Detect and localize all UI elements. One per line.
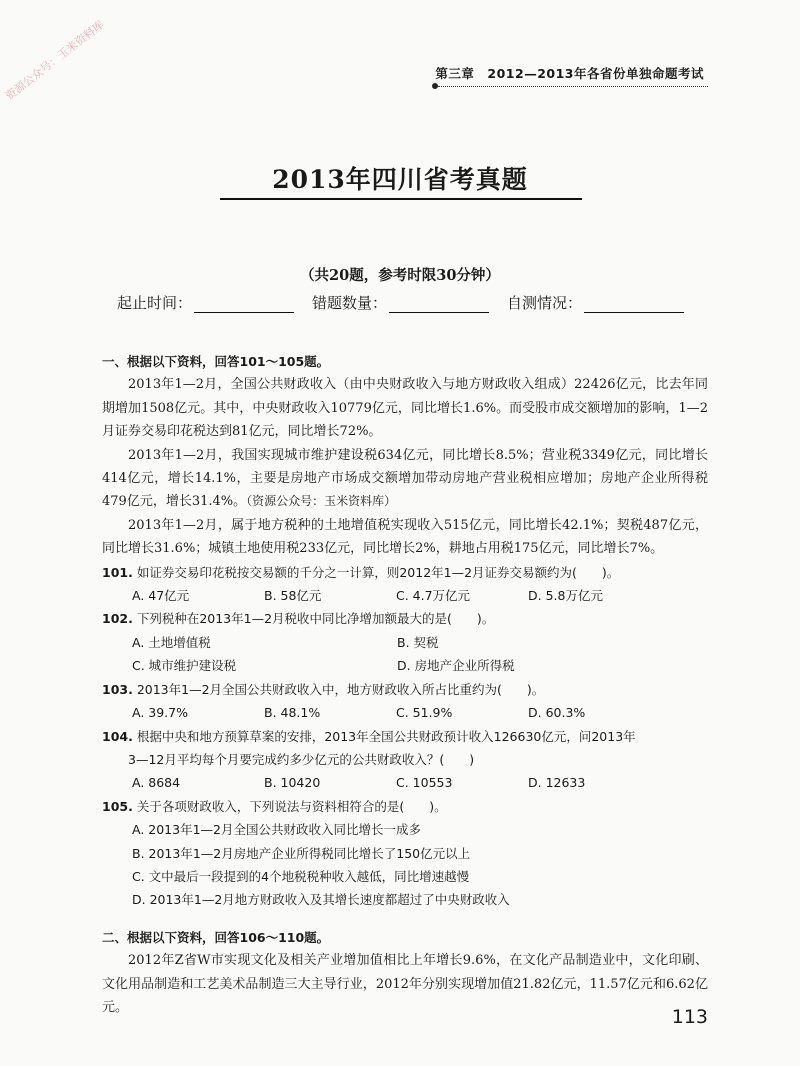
question-number: 102.: [102, 611, 133, 627]
question-number: 103.: [102, 681, 133, 697]
section-spacer: [102, 912, 708, 926]
start-time-label: 起止时间：: [117, 294, 193, 312]
option-c[interactable]: C. 51.9%: [396, 705, 453, 721]
page-content: [102, 350, 708, 1019]
error-count-label: 错题数量：: [312, 294, 388, 312]
question-text: 下列税种在2013年1—2月税收中同比净增加额最大的是( )。: [136, 611, 495, 627]
option-d[interactable]: D. 5.8万亿元: [528, 588, 603, 604]
start-time-blank[interactable]: [194, 296, 294, 313]
question-text-continued: 3—12月平均每个月要完成约多少亿元的公共财政收入？( ): [128, 751, 475, 767]
material-paragraph: 2012年Z省W市实现文化及相关产业增加值相比上年增长9.6%，在文化产品制造业中，文化印刷、文化用品制造和工艺美术品制造三大主导行业，2012年分别实现增加值21.82亿元，11.57亿元和6.62亿元。: [102, 953, 708, 1015]
options-row: [102, 631, 708, 654]
option-a[interactable]: A. 39.7%: [132, 705, 188, 721]
error-count-field: [312, 292, 489, 313]
self-record-row: [117, 292, 684, 313]
self-assessment-field: [507, 292, 684, 313]
start-time-field: [117, 292, 294, 313]
paragraph-text: 2013年1—2月，我国实现城市维护建设税634亿元，同比增长8.5%；营业税3349亿元，同比增长414亿元，增长14.1%，主要是房地产市场成交额增加带动房地产营业税相应增加；房地产企业所得税479亿元，增长31.4%。: [102, 447, 708, 510]
option-b[interactable]: B. 2013年1—2月房地产企业所得税同比增长了150亿元以上: [132, 845, 471, 861]
question-number: 104.: [102, 728, 133, 744]
option-c[interactable]: C. 10553: [396, 775, 453, 791]
options-row: [102, 584, 708, 607]
question-text: 关于各项财政收入，下列说法与资料相符合的是( )。: [136, 798, 447, 814]
question-text: 如证券交易印花税按交易额的千分之一计算，则2012年1—2月证券交易额约为( )。: [136, 564, 620, 580]
option-c[interactable]: C. 文中最后一段提到的4个地税税种收入越低，同比增速越慢: [132, 868, 470, 884]
material-paragraph: 2013年1—2月，属于地方税种的土地增值税实现收入515亿元，同比增长42.1%；契税487亿元，同比增长31.6%；城镇土地使用税233亿元，同比增长2%，耕地占用税175亿元，同比增长7%。: [102, 517, 708, 557]
material-paragraph: [102, 444, 708, 514]
option-c[interactable]: C. 城市维护建设税: [132, 658, 237, 674]
self-assessment-blank[interactable]: [584, 296, 684, 313]
self-assessment-label: 自测情况：: [507, 294, 583, 312]
question-101: [102, 561, 708, 584]
exam-meta: （共20题，参考时限30分钟）: [300, 267, 500, 284]
options-row: [102, 654, 708, 677]
option-a[interactable]: A. 土地增值税: [132, 634, 211, 650]
page-number: 113: [671, 1006, 708, 1028]
option-a[interactable]: A. 47亿元: [132, 588, 190, 604]
question-105: [102, 795, 708, 818]
options-row: [102, 771, 708, 794]
option-a[interactable]: A. 8684: [132, 775, 181, 791]
option-d[interactable]: D. 房地产企业所得税: [397, 658, 515, 674]
question-103: [102, 678, 708, 701]
title-underline: [220, 198, 582, 200]
option-b[interactable]: B. 契税: [397, 634, 439, 650]
question-text: 2013年1—2月全国公共财政收入中，地方财政收入所占比重约为( )。: [136, 681, 545, 697]
question-number: 101.: [102, 564, 133, 580]
question-102: [102, 607, 708, 630]
page-title: 2013年四川省考真题: [272, 165, 528, 194]
watermark-text: 资源公众号：玉米资料库: [3, 18, 107, 103]
question-104: [102, 725, 708, 748]
option-d[interactable]: D. 12633: [528, 775, 586, 791]
question-text: 根据中央和地方预算草案的安排，2013年全国公共财政预计收入126630亿元，问2013年: [136, 728, 636, 744]
running-head: 第三章 2012—2013年各省份单独命题考试: [435, 66, 704, 81]
options-row: [102, 701, 708, 724]
source-note: （资源公众号：玉米资料库）: [246, 494, 397, 509]
error-count-blank[interactable]: [389, 296, 489, 313]
section-heading: 二、根据以下资料，回答106～110题。: [102, 929, 330, 945]
option-c[interactable]: C. 4.7万亿元: [396, 588, 471, 604]
section-heading: 一、根据以下资料，回答101～105题。: [102, 354, 330, 369]
option-b[interactable]: B. 48.1%: [264, 705, 321, 721]
running-head-rule: [438, 86, 708, 87]
option-a[interactable]: A. 2013年1—2月全国公共财政收入同比增长一成多: [132, 822, 421, 838]
option-d[interactable]: D. 2013年1—2月地方财政收入及其增长速度都超过了中央财政收入: [132, 892, 510, 908]
option-d[interactable]: D. 60.3%: [528, 705, 586, 721]
option-b[interactable]: B. 58亿元: [264, 588, 322, 604]
material-paragraph: 2013年1—2月，全国公共财政收入（由中央财政收入与地方财政收入组成）22426亿元，比去年同期增加1508亿元。其中，中央财政收入10779亿元，同比增长1.6%。而受股市成交额增加的影响，1—2月证券交易印花税达到81亿元，同比增长72%。: [102, 377, 708, 440]
option-b[interactable]: B. 10420: [264, 775, 321, 791]
question-number: 105.: [102, 798, 133, 814]
